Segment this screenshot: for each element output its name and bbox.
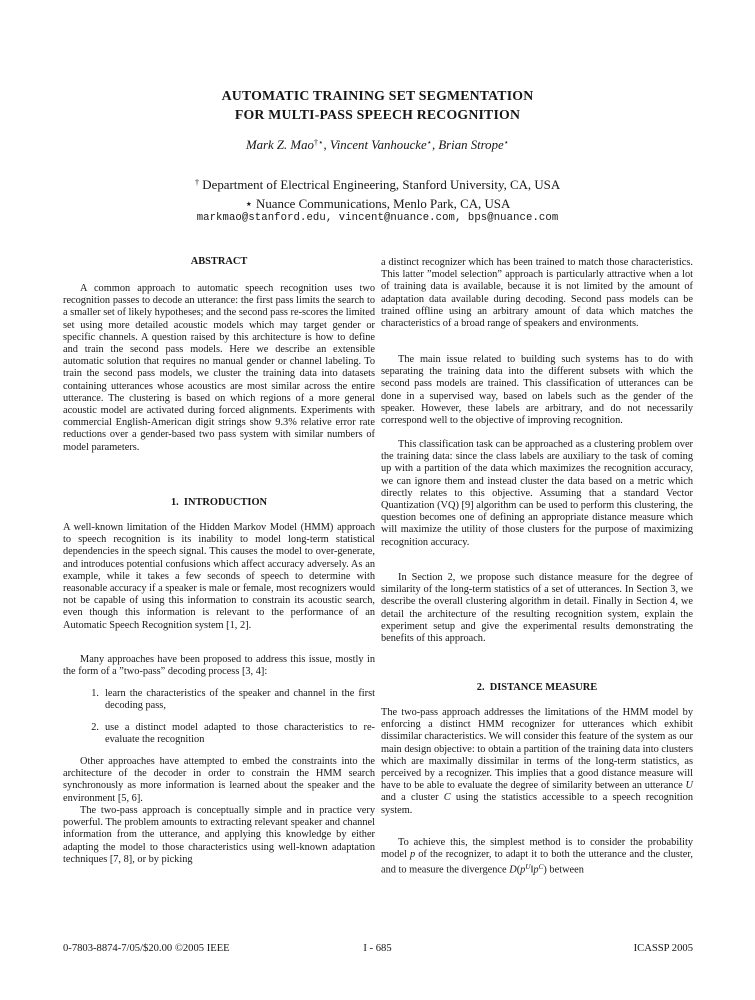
introduction-paragraph-6: The main issue related to building such systems has to do with separating the training data into the different subsets with which the second pass models are trained. This classification of utterances can be done in a supervised way, based on labels such as the gender of the speaker. However, these labels are arbitrary, and do not necessarily correspond well to the objective of improving recognition. [381,354,693,427]
conference-name: ICASSP 2005 [633,943,693,954]
list-item-text: learn the characteristics of the speaker and channel in the first decoding pass, [105,688,375,712]
list-item [63,688,375,712]
introduction-paragraph-7: This classification task can be approached as a clustering problem over the training data: since the class labels are auxiliary to the task of coming up with a partition of the data which maximizes the recognition accuracy, we can ignore them and instead cluster the data based on a metric which directly relates to this objective. Assuming that a standard Vector Quantization (VQ) [9] algorithm can be used to perform this clustering, the question becomes one of defining an appropriate distance measure which will maximize the utility of those clusters for the purpose of maximizing recognition accuracy. [381,439,693,548]
introduction-paragraph-4: The two-pass approach is conceptually simple and in practice very powerful. The problem amounts to extracting relevant speaker and channel information from the utterance, and applying this knowledge by either adapting the model to those characteristics using well-known adaptation techniques [7, 8], or by picking [63,805,375,865]
distance-measure-paragraph-2: To achieve this, the simplest method is to consider the probability model p of the recognizer, to adapt it to both the utterance and the cluster, and to measure the divergence $D(p^U‖p^C)$ between [381,837,693,876]
copyright-notice: 0-7803-8874-7/05/$20.00 ©2005 IEEE [63,943,230,954]
left-column [63,0,375,1000]
introduction-paragraph-1: A well-known limitation of the Hidden Markov Model (HMM) approach to speech recognition is its inability to model long-term statistical dependencies in the speech signal. This causes the model to over-generate, and introduces potential confusions which affect accuracy adversely. As an example, while it takes a few seconds of speech to determine with reasonable accuracy if a speaker is male or female, most recognizers would not be capable of using this information to constrain its acoustic search, even though this information is relevant to the performance of an Automatic Speech Recognition system [1, 2]. [63,522,375,631]
right-column [381,0,693,1000]
math-divergence-D: D [509,864,517,876]
introduction-paragraph-8: In Section 2, we propose such distance measure for the degree of similarity of the long-term statistics of a set of utterances. In Section 3, we describe the overall clustering algorithm in detail. Finally in Section 4, we detail the architecture of the resulting recognition system, explain the experiment setup and give the experimental results demonstrating the benefits of this approach. [381,572,693,645]
math-parallel-bars: ‖ [530,864,534,876]
introduction-paragraph-3: Other approaches have attempted to embed the constraints into the architecture of the decoder in order to constrain the HMM search synchronously as more information is learned about the speaker and the environment [5, 6]. [63,756,375,804]
math-cluster-C: C [443,792,451,804]
list-item-number: 2. [91,722,99,733]
paper-title-line2: FOR MULTI-PASS SPEECH RECOGNITION [234,106,521,122]
introduction-paragraph-5: a distinct recognizer which has been trained to match those characteristics. This latter ”model selection” approach is particularly attractive when a lot of training data is available, because it is not limited by the amount of adaptation data available during decoding. Second pass models can be trained offline using an arbitrary amount of data which matches the characteristics of a broad range of speakers and environments. [381,257,693,330]
distance-measure-paragraph-1: The two-pass approach addresses the limitations of the HMM model by enforcing a distinct HMM recognizer for utterances which exhibit dissimilar characteristics. We will consider this feature of the system as our main design objective: to obtain a partition of the training data into clusters which are maximally dissimilar in terms of the long-term statistics, as perceived by a recognizer. This implies that a good distance measure will have to be able to evaluate the degree of similarity between an utterance U and a cluster C using the statistics accessible to a speech recognition system. [381,707,693,816]
page-number: I - 685 [363,943,392,954]
abstract-text: A common approach to automatic speech recognition uses two recognition passes to decode an utterance: the first pass limits the search to a smaller set of likely hypotheses; and the second pass re-scores the limited set using more detailed acoustic models which may target gender or specific channels. A question raised by this architecture is how to define and train the second pass models. Here we describe an extensible automatic solution that requires no manual gender or channel labeling. To train the second pass models, we cluster the training data into datasets containing utterances whose acoustics are most similar across the entire utterance. The clustering is based on which regions of a more general acoustic model are activated during forced alignments. Experiments with commercial English-American digit strings show 9.3% relative error rate reductions over a gender-based two pass system with similar numbers of model parameters. [63,283,375,453]
math-utterance-U: U [685,780,693,792]
affiliation-nuance: ⋆ Nuance Communications, Menlo Park, CA, USA [244,197,511,211]
author-2: , Vincent Vanhoucke [323,138,427,152]
introduction-heading: 1. INTRODUCTION [170,497,268,508]
paper-title-line1: AUTOMATIC TRAINING SET SEGMENTATION [221,88,534,103]
math-sup-U: U [525,863,531,872]
affiliation-stanford: † Department of Electrical Engineering, Stanford University, CA, USA [194,177,561,192]
author-emails: markmao@stanford.edu, vincent@nuance.com, bps@nuance.com [196,212,559,224]
distance-measure-heading: 2. DISTANCE MEASURE [476,682,598,693]
dagger-marker: † [194,177,200,187]
author-1: Mark Z. Mao [246,138,314,152]
math-model-p: p [409,849,416,861]
author-1-marker: †⋆ [313,137,324,147]
introduction-paragraph-2: Many approaches have been proposed to address this issue, mostly in the form of a ”two-pass” decoding process [3, 4]: [63,654,375,678]
author-3-marker: ⋆ [503,137,509,147]
abstract-heading: ABSTRACT [190,256,248,267]
list-item [63,722,375,746]
author-3: , Brian Strope [431,138,504,152]
list-item-text: use a distinct model adapted to those characteristics to re-evaluate the recognition [105,722,375,746]
math-sup-C: C [538,863,544,872]
author-2-marker: ⋆ [426,137,432,147]
list-item-number: 1. [91,688,99,699]
